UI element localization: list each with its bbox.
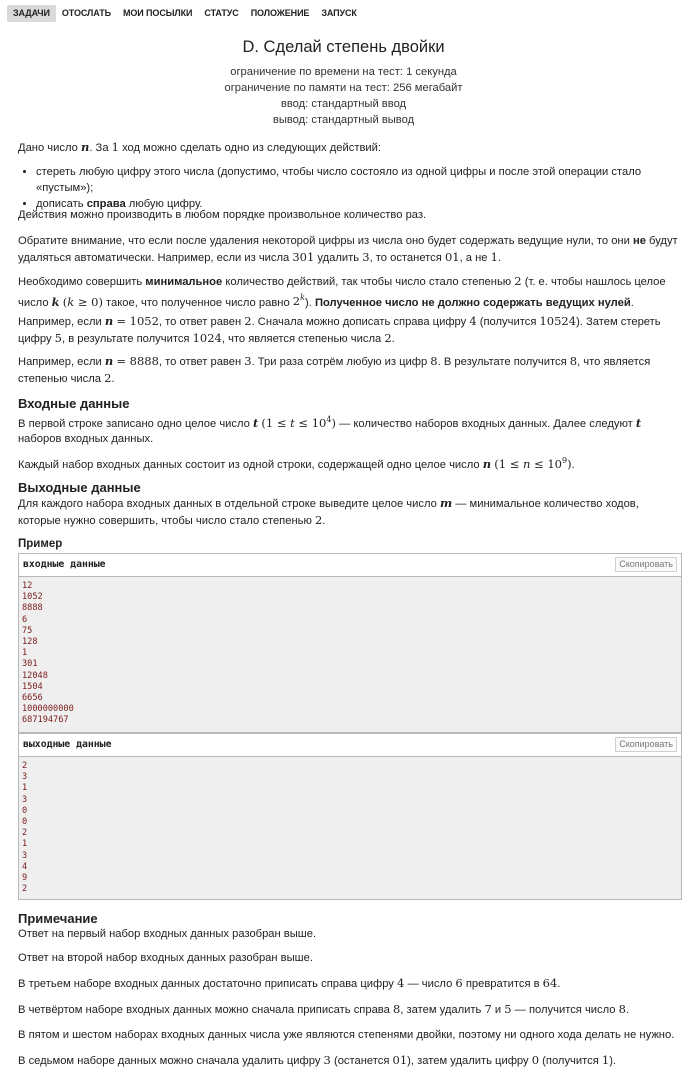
memory-limit: ограничение по памяти на тест: 256 мегабайт xyxy=(224,82,463,94)
statement-intro: Дано число n. За 1 ход можно сделать одно из следующих действий: xyxy=(18,140,382,154)
time-limit: ограничение по времени на тест: 1 секунда xyxy=(230,66,457,78)
tab-submit[interactable]: ОТОСЛАТЬ xyxy=(61,8,111,18)
statement-goal: Необходимо совершить минимальное количество действий, так чтобы число стало степенью 2 (т. е. чтобы нашлось целое число k (k ≥ 0) такое, что полученное число равно 2$^k$). Полученное число не должно содержать ведущих нулей. xyxy=(18,274,666,309)
copy-output-button[interactable]: Скопировать xyxy=(615,737,677,752)
note-4: В четвёртом наборе входных данных можно сначала приписать справа 8, затем удалить 7 и 5 — получится число 8. xyxy=(18,1002,630,1016)
tab-my-submissions[interactable]: МОИ ПОСЫЛКИ xyxy=(122,8,193,18)
output-spec: вывод: стандартный вывод xyxy=(272,114,415,126)
tab-status[interactable]: СТАТУС xyxy=(204,8,239,18)
example-heading: Пример xyxy=(18,538,63,550)
problem-title: D. Сделай степень двойки xyxy=(242,38,445,56)
copy-input-button[interactable]: Скопировать xyxy=(615,557,677,572)
example-output-label: выходные данные xyxy=(23,739,112,750)
example-output-content[interactable]: 2 3 1 3 0 0 2 1 3 4 9 2 xyxy=(22,761,28,895)
tab-custom-invocation[interactable]: ЗАПУСК xyxy=(321,8,357,18)
input-description: В первой строке записано одно целое число t $(1 \le t \le 10^4)$ — количество наборов входных данных. Далее следуют t наборов входных данных. xyxy=(18,415,642,446)
note-1: Ответ на первый набор входных данных разобран выше. xyxy=(18,928,317,940)
example-input-box xyxy=(18,553,682,733)
example-output-header xyxy=(19,734,681,757)
example-output-box xyxy=(18,733,682,900)
note-5: В пятом и шестом наборах входных данных числа уже являются степенями двойки, поэтому ни одного хода делать не нужно. xyxy=(18,1029,675,1041)
action-append: • дописать справа любую цифру. xyxy=(36,196,687,212)
tab-problems[interactable]: ЗАДАЧИ xyxy=(7,5,56,22)
example-input-label: входные данные xyxy=(23,559,106,570)
actions-list xyxy=(18,164,687,212)
example-input-content[interactable]: 12 1052 8888 6 75 128 1 301 12048 1504 6656 1000000000 687194767 xyxy=(22,581,74,726)
example-input-header xyxy=(19,554,681,577)
statement-example-1: Например, если n = 1052, то ответ равен 2. Сначала можно дописать справа цифру 4 (получится 10524). Затем стереть цифру 5, в результате получится 1024, что является степенью числа 2. xyxy=(18,314,661,345)
note-2: Ответ на второй набор входных данных разобран выше. xyxy=(18,952,313,964)
statement-example-2: Например, если n = 8888, то ответ равен 3. Три раза сотрём любую из цифр 8. В результате получится 8, что является степенью числа 2. xyxy=(18,354,651,385)
output-description: Для каждого набора входных данных в отдельной строке выведите целое число m — минимальное количество ходов, которые нужно совершить, чтобы число стало степенью 2. xyxy=(18,496,639,527)
input-spec: ввод: стандартный ввод xyxy=(280,98,407,110)
action-erase: • стереть любую цифру этого числа (допустимо, чтобы число состояло из одной цифры и после этой операции стало «пустым»); xyxy=(36,164,687,196)
output-heading: Выходные данные xyxy=(18,480,141,495)
input-testcase-description: Каждый набор входных данных состоит из одной строки, содержащей одно целое число n $(1 \le n \le 10^9)$. xyxy=(18,456,575,471)
note-6: В седьмом наборе данных можно сначала удалить цифру 3 (останется 01), затем удалить цифру 0 (получится 1). xyxy=(18,1053,617,1067)
note-heading: Примечание xyxy=(18,911,98,926)
top-navigation xyxy=(7,5,363,22)
note-3: В третьем наборе входных данных достаточно приписать справа цифру 4 — число 6 превратится в 64. xyxy=(18,976,561,990)
input-heading: Входные данные xyxy=(18,396,130,411)
tab-standings[interactable]: ПОЛОЖЕНИЕ xyxy=(250,8,310,18)
statement-leading-zeros: Обратите внимание, что если после удаления некоторой цифры из числа оно будет содержать ведущие нули, то они не будут удаляться автоматически. Например, если из числа 301 удалить 3, то останется 01, а не 1. xyxy=(18,235,678,264)
statement-order: Действия можно производить в любом порядке произвольное количество раз. xyxy=(18,209,427,221)
